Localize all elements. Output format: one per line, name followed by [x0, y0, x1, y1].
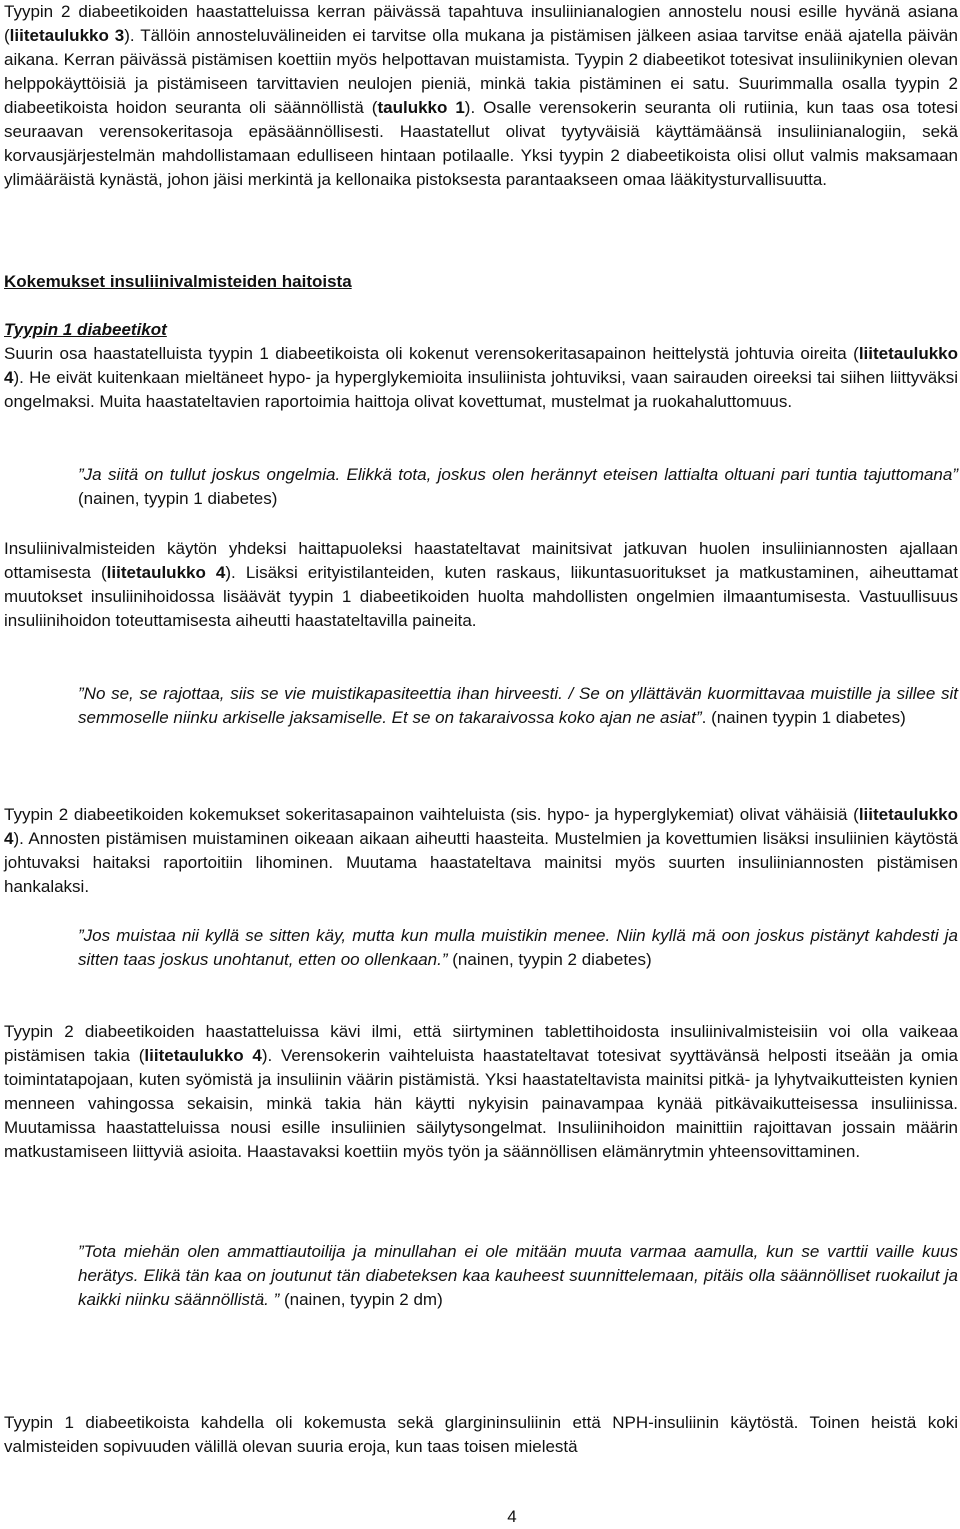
paragraph-type1-experiences [4, 342, 958, 414]
table-reference: liitetaulukko 4 [144, 1046, 262, 1065]
paragraph-insulin-dosing-benefits [4, 0, 958, 192]
paragraph-type1-worry [4, 537, 958, 633]
quote-text: ”Ja siitä on tullut joskus ongelmia. Elikkä tota, joskus olen herännyt eteisen lattialta oltuani pari tuntia tajuttomana” [78, 465, 958, 484]
text-run: Tyypin 2 diabeetikoiden haastatteluissa kerran päivässä tapahtuva insuliinianalogien annostelu nousi esille hyvänä asiana ( [4, 2, 958, 45]
section-heading-insulin-drawbacks: Kokemukset insuliinivalmisteiden haitoista [4, 272, 352, 291]
text-run: (nainen, tyypin 1 diabetes) [78, 489, 278, 508]
text-run: (nainen, tyypin 2 dm) [279, 1290, 443, 1309]
table-reference: taulukko 1 [377, 98, 465, 117]
text-run: Tyypin 1 diabeetikoista kahdella oli kokemusta sekä glargininsuliinin että NPH-insuliinin käytöstä. Toinen heistä koki valmisteiden sopivuuden välillä olevan suuria eroja, kun taas toisen mielestä [4, 1413, 958, 1456]
text-run: ). Annosten pistämisen muistaminen oikeaan aikaan aiheutti haasteita. Mustelmien ja kovettumien lisäksi insuliinien käytöstä johtuvaksi haitaksi raportoitiin lihominen. Muutama haastateltava mainitsi myös suurten insuliiniannosten pistämisen hankalaksi. [4, 829, 958, 896]
text-run: ). He eivät kuitenkaan mieltäneet hypo- ja hyperglykemioita insuliinista johtuviksi, vaan sairauden oireeksi tai siihen liittyväksi ongelmaksi. Muita haastateltavien raportoimia haittoja olivat kovettumat, mustelmat ja ruokahaluttomuus. [4, 368, 958, 411]
quote-text: ”Tota miehän olen ammattiautoilija ja minullahan ei ole mitään muuta varmaa aamulla, kun se varttii vaille kuus herätys. Elikä tän kaa on joutunut tän diabeteksen kaa kauheest suunnittelemaan, pitäis olla säännölliset ruokailut ja kaikki niinku säännöllistä. ” [78, 1242, 958, 1309]
table-reference: liitetaulukko 4 [106, 563, 226, 582]
text-run: Tyypin 2 diabeetikoiden kokemukset sokeritasapainon vaihteluista (sis. hypo- ja hyperglykemiat) olivat vähäisiä ( [4, 805, 859, 824]
text-run: ). Tällöin annosteluvälineiden ei tarvitse olla mukana ja pistämisen jälkeen asiaa tarvitse enää ajatella päivän aikana. Kerran päivässä pistämisen koettiin myös helpottavan muistamista. Tyypin 2 diabeetikot totesivat insuliinikynien olevan helppokäyttöisiä ja pistämiseen tarvittavien neulojen pieniä, minkä takia pistäminen ei satu. Suurimmalla osalla tyypin 2 diabeetikoista hoidon seuranta oli säännöllistä ( [4, 26, 958, 117]
table-reference: liitetaulukko 4 [4, 344, 958, 387]
quote-type1-memory-burden [78, 682, 958, 730]
quote-type2-professional-driver [78, 1240, 958, 1312]
text-run: ). Osalle verensokerin seuranta oli rutiinia, kun taas osa totesi seuraavan verensokeritasoja epäsäännöllisesti. Haastatellut olivat tyytyväisiä käyttämäänsä insuliinianalogiin, sekä korvausjärjestelmän mahdollistamaan edulliseen hintaan potilaalle. Yksi tyypin 2 diabeetikoista olisi ollut valmis maksamaan ylimääräistä kynästä, johon jäisi merkintä ja kellonaika pistoksesta parantaakseen omaa lääkitysturvallisuutta. [4, 98, 958, 189]
quote-type1-unconscious [78, 463, 958, 511]
table-reference: liitetaulukko 4 [4, 805, 958, 848]
text-run: . (nainen tyypin 1 diabetes) [701, 708, 906, 727]
quote-text: ”No se, se rajottaa, siis se vie muistikapasiteettia ihan hirveesti. / Se on yllättävän kuormittavaa muistille ja sillee sit semmoselle niinku arkiselle jaksamiselle. Et se on takaraivossa koko ajan ne asiat” [78, 684, 958, 727]
paragraph-type2-transition [4, 1020, 958, 1164]
text-run: Tyypin 2 diabeetikoiden haastatteluissa kävi ilmi, että siirtyminen tablettihoidosta insuliinivalmisteisiin voi olla vaikeaa pistämisen takia ( [4, 1022, 958, 1065]
table-reference: liitetaulukko 3 [9, 26, 125, 45]
page-number: 4 [507, 1507, 517, 1526]
text-run: ). Lisäksi erityistilanteiden, kuten raskaus, liikuntasuoritukset ja matkustaminen, aiheuttamat muutokset insuliinihoidossa lisäävät tyypin 1 diabeetikoiden huolta mahdollisten ongelmien ilmaantumisesta. Vastuullisuus insuliinihoidon toteuttamisesta aiheutti haastateltavilla paineita. [4, 563, 958, 630]
text-run: Suurin osa haastatelluista tyypin 1 diabeetikoista oli kokenut verensokeritasapainon heittelystä johtuvia oireita ( [4, 344, 859, 363]
text-run: ). Verensokerin vaihteluista haastateltavat totesivat syyttävänsä helposti itseään ja omia toimintatapojaan, kuten syömistä ja insuliinin väärin pistämistä. Yksi haastateltavista mainitsi pitkä- ja lyhytvaikutteisten kynien menneen vahingossa sekaisin, minkä takia hän käytti nykyisin painavampaa kynää pitkävaikutteisessa insuliinissa. Muutamissa haastatteluissa nousi esille insuliinien säilytysongelmat. Insuliinihoidon mainittiin rajoittavan jossain määrin matkustamiseen liittyviä asioita. Haastavaksi koettiin myös työn ja säännöllisen elämänrytmin yhteensovittaminen. [4, 1046, 958, 1161]
paragraph-product-differences [4, 1411, 958, 1459]
quote-text: ”Jos muistaa nii kyllä se sitten käy, mutta kun mulla muistikin menee. Niin kyllä mä oon joskus pistänyt kahdesti ja sitten taas joskus unohtanut, etten oo ollenkaan.” [78, 926, 958, 969]
text-run: (nainen, tyypin 2 diabetes) [447, 950, 652, 969]
subheading-type1-diabetics: Tyypin 1 diabeetikot [4, 320, 167, 339]
text-run: Insuliinivalmisteiden käytön yhdeksi haittapuoleksi haastateltavat mainitsivat jatkuvan huolen insuliiniannosten ajallaan ottamisesta ( [4, 539, 958, 582]
quote-type2-remembering [78, 924, 958, 972]
paragraph-type2-experiences [4, 803, 958, 899]
